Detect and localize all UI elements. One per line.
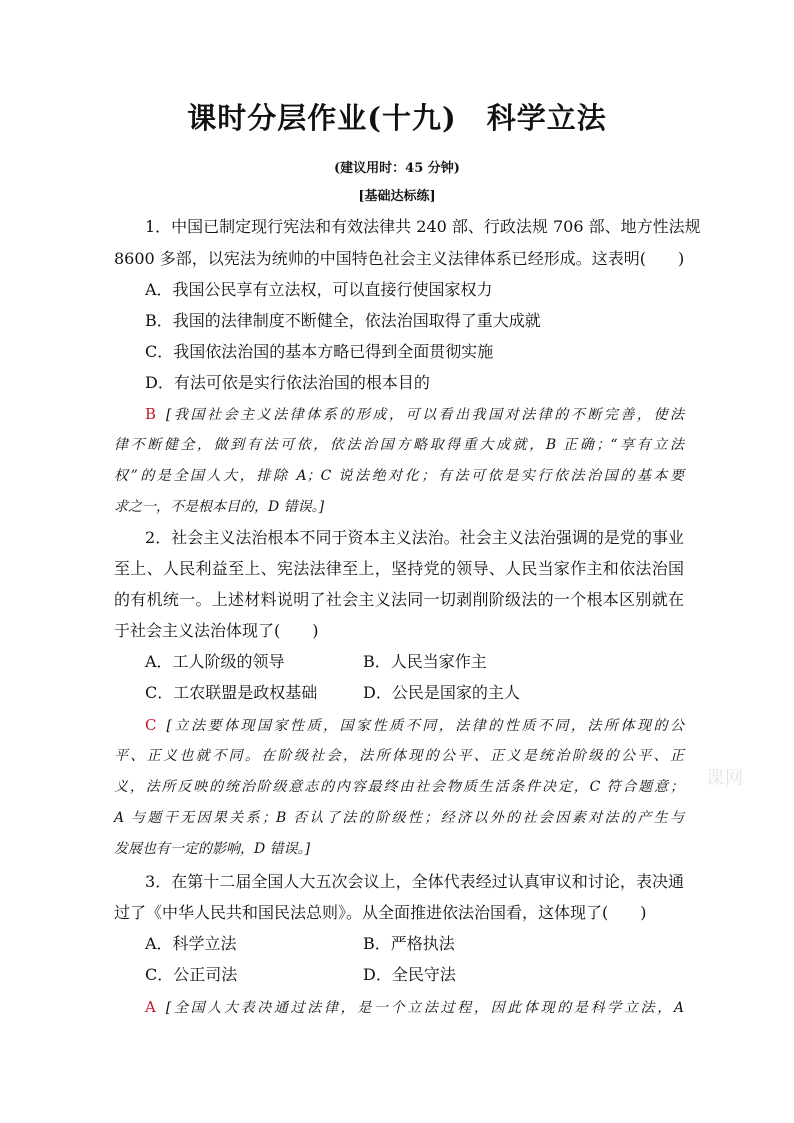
q2-stem-line-4: 于社会主义法治体现了( ): [114, 621, 319, 640]
q1-explanation-line-3: 权”的是全国人大，排除 A；C 说法绝对化；有法可依是实行依法治国的基本要: [114, 468, 684, 484]
q1-option-a: A．我国公民享有立法权，可以直接行使国家权力: [145, 280, 493, 299]
q2-stem-line-1: 2．社会主义法治根本不同于资本主义法治。社会主义法治强调的是党的事业: [145, 528, 684, 547]
q1-explanation-text-1: [我国社会主义法律体系的形成，可以看出我国对法律的不断完善，使法: [166, 407, 684, 423]
q2-option-c: C．工农联盟是政权基础: [145, 683, 318, 702]
q2-explanation-text-1: [立法要体现国家性质，国家性质不同，法律的性质不同，法所体现的公: [166, 718, 684, 734]
q3-option-b: B．严格执法: [363, 934, 455, 953]
q2-explanation-line-3: 义，法所反映的统治阶级意志的内容最终由社会物质生活条件决定，C 符合题意；: [114, 779, 684, 795]
page-title: [0, 96, 794, 137]
q1-option-d: D．有法可依是实行依法治国的根本目的: [145, 373, 430, 392]
q3-option-d: D．全民守法: [363, 965, 456, 984]
q2-option-a: A．工人阶级的领导: [145, 652, 285, 671]
q2-explanation-line-1: [145, 715, 684, 736]
watermark: 课网: [706, 768, 744, 789]
q1-option-c: C．我国依法治国的基本方略已得到全面贯彻实施: [145, 342, 494, 361]
q1-explanation-line-2: 律不断健全，做到有法可依，依法治国方略取得重大成就，B 正确；“享有立法: [114, 437, 684, 453]
q3-option-a: A．科学立法: [145, 934, 237, 953]
q1-explanation-line-1: [145, 404, 684, 425]
q1-answer-letter: B: [145, 405, 157, 423]
section-label: [基础达标练]: [358, 189, 436, 204]
q2-answer-letter: C: [145, 716, 157, 734]
q1-option-b: B．我国的法律制度不断健全，依法治国取得了重大成就: [145, 311, 541, 330]
q1-explanation-line-4: 求之一，不是根本目的，D 错误。]: [114, 499, 325, 515]
q3-explanation-line-1: [145, 997, 684, 1018]
q2-option-b: B．人民当家作主: [363, 652, 487, 671]
q3-answer-letter: A: [145, 998, 156, 1016]
q3-stem-line-2: 过了《中华人民共和国民法总则》。从全面推进依法治国看，这体现了( ): [114, 903, 647, 922]
q1-stem-line-2: 8600 多部，以宪法为统帅的中国特色社会主义法律体系已经形成。这表明( ): [114, 249, 685, 268]
q2-explanation-line-4: A 与题干无因果关系；B 否认了法的阶级性；经济以外的社会因素对法的产生与: [114, 810, 684, 826]
q2-explanation-line-2: 平、正义也就不同。在阶级社会，法所体现的公平、正义是统治阶级的公平、正: [114, 748, 684, 764]
q2-stem-line-2: 至上、人民利益至上、宪法法律至上，坚持党的领导、人民当家作主和依法治国: [114, 559, 684, 578]
q3-explanation-text-1: [全国人大表决通过法律，是一个立法过程，因此体现的是科学立法，A: [165, 1000, 684, 1016]
q2-explanation-line-5: 发展也有一定的影响，D 错误。]: [114, 841, 311, 857]
q3-stem-line-1: 3．在第十二届全国人大五次会议上，全体代表经过认真审议和讨论，表决通: [145, 872, 684, 891]
title-sub: 科学立法: [486, 101, 607, 135]
time-note: (建议用时：45 分钟): [334, 161, 460, 176]
q2-option-d: D．公民是国家的主人: [363, 683, 520, 702]
q1-stem-line-1: 1．中国已制定现行宪法和有效法律共 240 部、行政法规 706 部、地方性法规: [145, 217, 701, 236]
q2-stem-line-3: 的有机统一。上述材料说明了社会主义法同一切剥削阶级法的一个根本区别就在: [114, 590, 684, 609]
q3-option-c: C．公正司法: [145, 965, 238, 984]
title-main: 课时分层作业(十九): [187, 101, 457, 135]
